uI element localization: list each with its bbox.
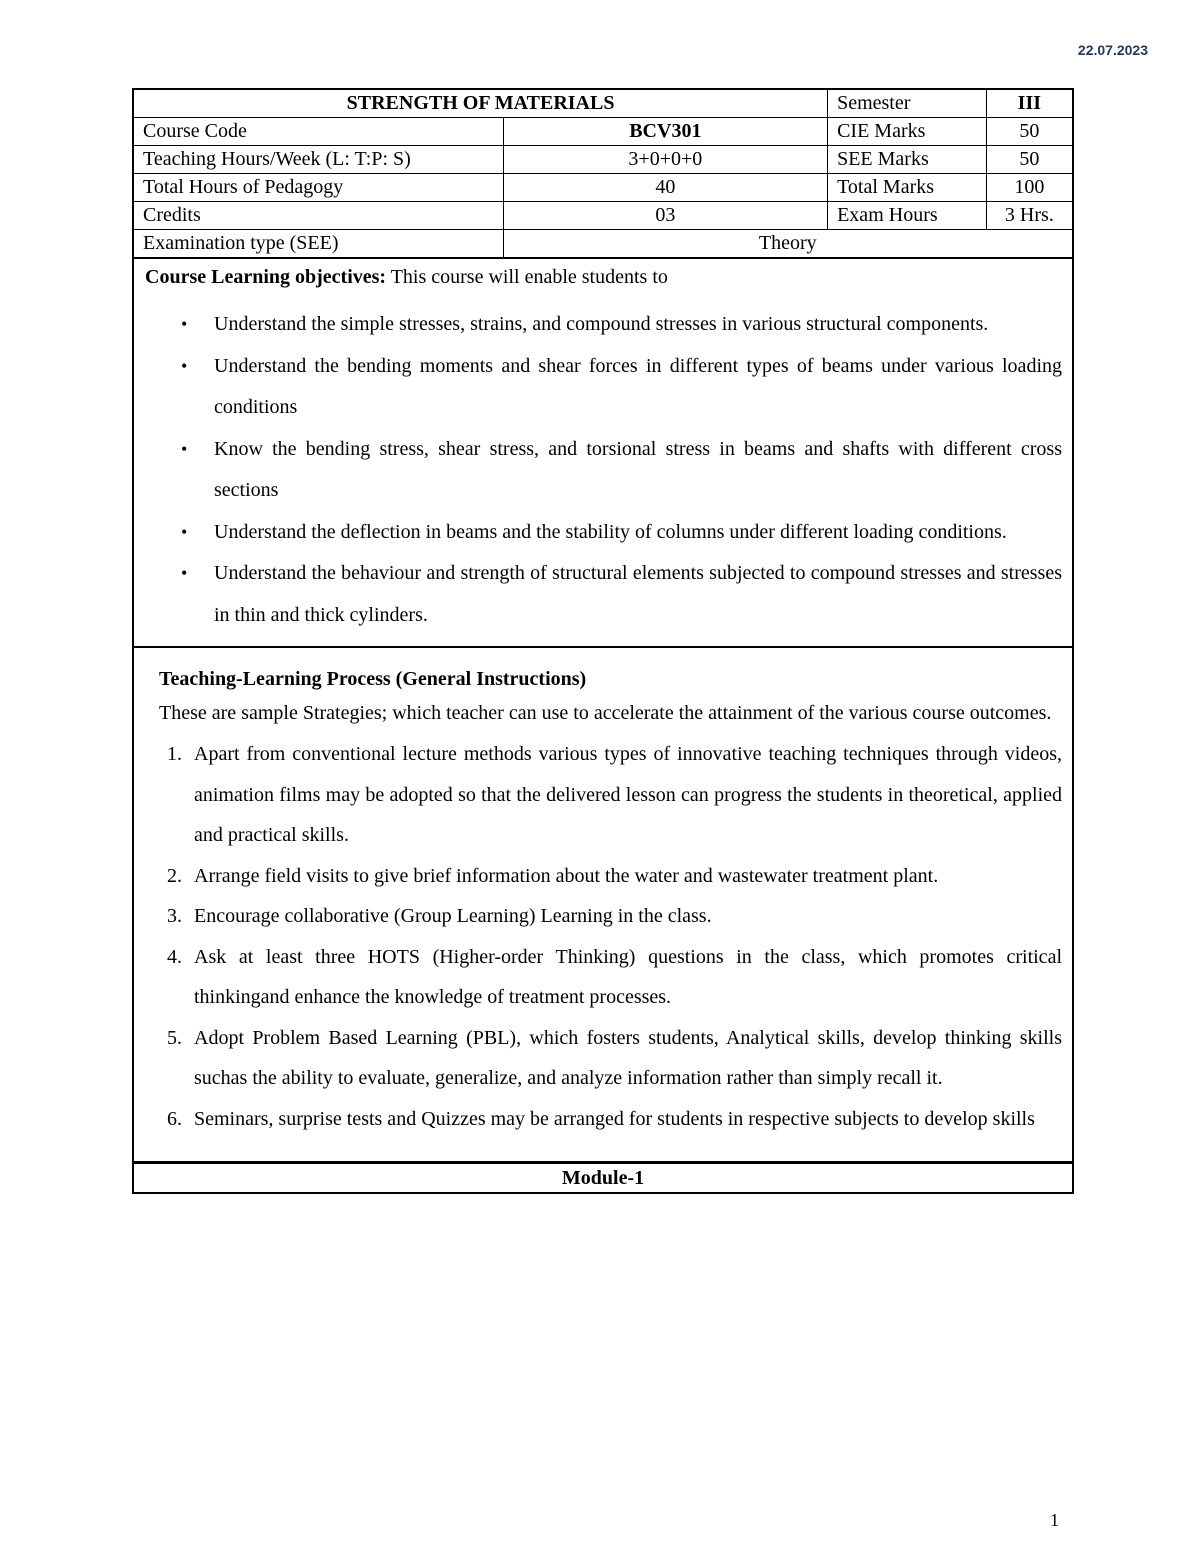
objectives-heading: Course Learning objectives: bbox=[145, 266, 387, 288]
semester-label: Semester bbox=[828, 90, 987, 118]
row-value: 03 bbox=[503, 202, 828, 230]
row-label: Course Code bbox=[134, 118, 503, 146]
bullet-icon: • bbox=[181, 563, 188, 583]
objectives-intro-text: This course will enable students to bbox=[386, 266, 668, 288]
table-row bbox=[134, 202, 1072, 230]
course-title: STRENGTH OF MATERIALS bbox=[134, 90, 828, 118]
teaching-learning-process bbox=[134, 648, 1072, 1163]
row-label: Teaching Hours/Week (L: T:P: S) bbox=[134, 146, 503, 174]
list-item-text: Know the bending stress, shear stress, and torsional stress in beams and shafts with different cross sections bbox=[214, 437, 1062, 501]
row-value: 3+0+0+0 bbox=[503, 146, 828, 174]
list-number: 3. bbox=[167, 905, 182, 927]
list-item-text: Arrange field visits to give brief information about the water and wastewater treatment plant. bbox=[194, 864, 939, 887]
row-right-label: Exam Hours bbox=[828, 202, 987, 230]
list-item bbox=[159, 734, 1062, 856]
page-number: 1 bbox=[1050, 1510, 1059, 1530]
table-row bbox=[134, 230, 1072, 258]
list-item bbox=[159, 1018, 1062, 1099]
course-learning-objectives bbox=[134, 258, 1072, 648]
list-item bbox=[145, 304, 1062, 346]
row-right-label: Total Marks bbox=[828, 174, 987, 202]
list-number: 1. bbox=[167, 743, 182, 765]
tlp-list bbox=[159, 734, 1062, 1139]
list-item-text: Understand the deflection in beams and the stability of columns under different loading conditions. bbox=[214, 520, 1007, 543]
list-number: 4. bbox=[167, 945, 182, 968]
module-heading: Module-1 bbox=[134, 1163, 1072, 1192]
tlp-intro: These are sample Strategies; which teacher can use to accelerate the attainment of the various course outcomes. bbox=[159, 702, 1052, 724]
list-number: 2. bbox=[167, 864, 182, 887]
list-item-text: Understand the behaviour and strength of structural elements subjected to compound stresses and stresses in thin and thick cylinders. bbox=[214, 562, 1062, 626]
syllabus-frame bbox=[132, 88, 1074, 1194]
row-right-value: 3 Hrs. bbox=[986, 202, 1072, 230]
table-row bbox=[134, 174, 1072, 202]
list-number: 5. bbox=[167, 1026, 182, 1049]
list-item bbox=[145, 429, 1062, 512]
list-item-text: Adopt Problem Based Learning (PBL), which fosters students, Analytical skills, develop thinking skills suchas the ability to evaluate, generalize, and analyze information rather than simply recall it. bbox=[194, 1026, 1062, 1089]
bullet-icon: • bbox=[181, 314, 188, 334]
row-right-label: SEE Marks bbox=[828, 146, 987, 174]
exam-type-value: Theory bbox=[503, 230, 1072, 258]
list-item bbox=[145, 553, 1062, 636]
row-label: Credits bbox=[134, 202, 503, 230]
list-item-text: Understand the bending moments and shear forces in different types of beams under various loading conditions bbox=[214, 354, 1062, 418]
list-item bbox=[145, 346, 1062, 429]
list-item bbox=[159, 896, 1062, 937]
row-right-value: 50 bbox=[986, 118, 1072, 146]
course-info-table bbox=[134, 90, 1072, 258]
list-item-text: Encourage collaborative (Group Learning) Learning in the class. bbox=[194, 905, 712, 927]
row-right-value: 50 bbox=[986, 146, 1072, 174]
tlp-title: Teaching-Learning Process (General Instructions) bbox=[159, 668, 587, 690]
exam-type-label: Examination type (SEE) bbox=[134, 230, 503, 258]
objectives-intro bbox=[145, 263, 1062, 291]
row-right-value: 100 bbox=[986, 174, 1072, 202]
table-row bbox=[134, 118, 1072, 146]
table-row bbox=[134, 90, 1072, 118]
list-item-text: Apart from conventional lecture methods various types of innovative teaching techniques through videos, animation films may be adopted so that the delivered lesson can progress the students in theoretical, applied and practical skills. bbox=[194, 743, 1062, 846]
row-label: Total Hours of Pedagogy bbox=[134, 174, 503, 202]
bullet-icon: • bbox=[181, 521, 188, 542]
table-row bbox=[134, 146, 1072, 174]
bullet-icon: • bbox=[181, 438, 188, 459]
document-date: 22.07.2023 bbox=[1077, 42, 1148, 58]
list-item bbox=[159, 937, 1062, 1018]
bullet-icon: • bbox=[181, 355, 188, 376]
list-number: 6. bbox=[167, 1107, 182, 1130]
list-item-text: Seminars, surprise tests and Quizzes may be arranged for students in respective subjects to develop skills bbox=[194, 1107, 1035, 1130]
objectives-list bbox=[145, 304, 1062, 636]
list-item-text: Ask at least three HOTS (Higher-order Thinking) questions in the class, which promotes critical thinkingand enhance the knowledge of treatment processes. bbox=[194, 945, 1062, 1008]
course-code-value: BCV301 bbox=[503, 118, 828, 146]
list-item bbox=[145, 512, 1062, 554]
list-item bbox=[159, 856, 1062, 897]
semester-value: III bbox=[986, 90, 1072, 118]
list-item bbox=[159, 1099, 1062, 1140]
row-value: 40 bbox=[503, 174, 828, 202]
row-right-label: CIE Marks bbox=[828, 118, 987, 146]
list-item-text: Understand the simple stresses, strains, and compound stresses in various structural components. bbox=[214, 313, 989, 335]
